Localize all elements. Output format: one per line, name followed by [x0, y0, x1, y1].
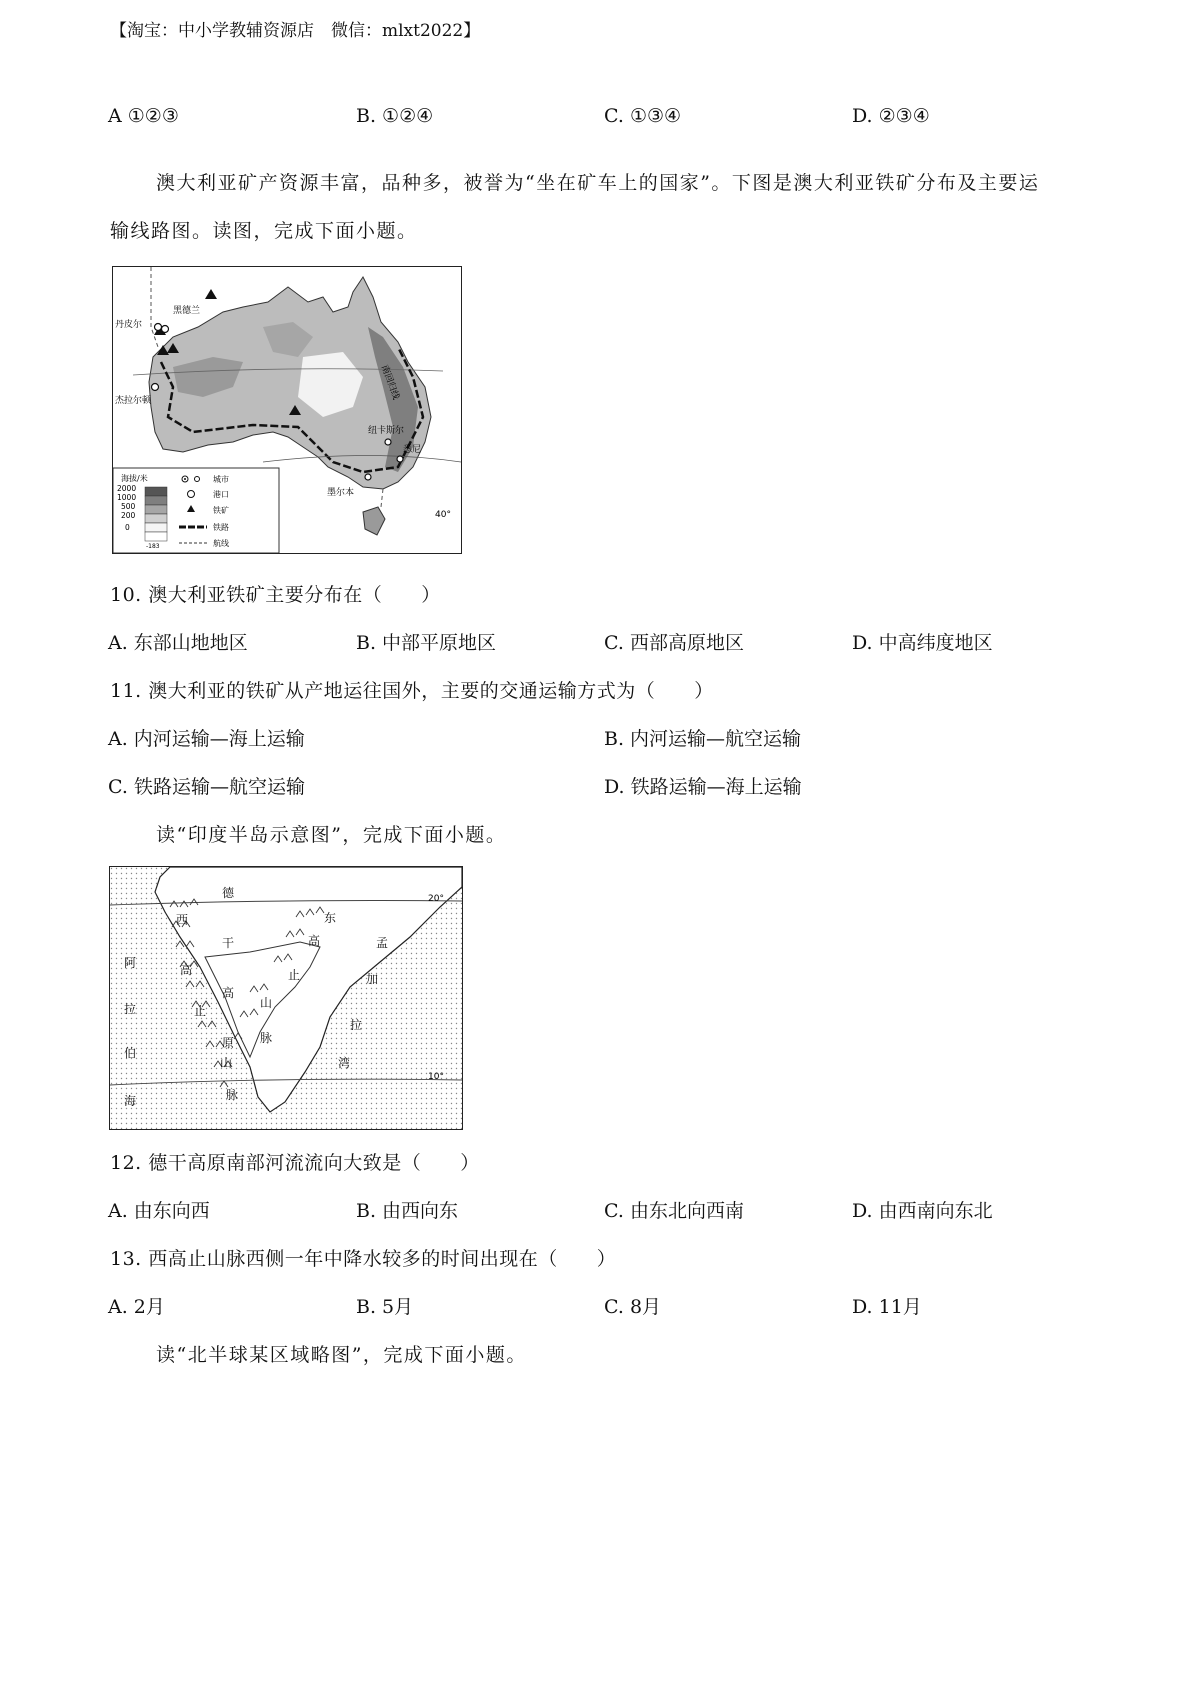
q10-option-a[interactable]: A. 东部山地地区 — [108, 632, 248, 654]
q10-option-c[interactable]: C. 西部高原地区 — [604, 632, 744, 654]
legend-iron: 铁矿 — [213, 506, 229, 515]
label-dampier: 丹皮尔 — [115, 320, 143, 330]
intro1-line2: 输线路图。读图，完成下面小题。 — [110, 220, 418, 242]
legend-railway: 铁路 — [213, 523, 229, 532]
page-header: 【淘宝：中小学教辅资源店 微信：mlxt2022】 — [110, 21, 481, 41]
q12-option-d[interactable]: D. 由西南向东北 — [852, 1200, 993, 1222]
prev-option-b: B. ①②④ — [356, 105, 434, 127]
legend-port: 港口 — [213, 490, 229, 499]
q12-stem: 12. 德干高原南部河流流向大致是（ ） — [110, 1152, 480, 1174]
map1-legend — [113, 468, 279, 553]
svg-text:500: 500 — [121, 502, 136, 511]
q10-option-d[interactable]: D. 中高纬度地区 — [852, 632, 993, 654]
label-la: 拉 — [124, 1002, 137, 1016]
svg-text:2000: 2000 — [117, 484, 137, 493]
label-dmai: 脉 — [260, 1031, 273, 1045]
label-meng: 孟 — [376, 936, 389, 950]
q11-option-b[interactable]: B. 内河运输—航空运输 — [604, 728, 802, 750]
label-hai: 海 — [124, 1094, 137, 1108]
intro3: 读“北半球某区域略图”，完成下面小题。 — [156, 1344, 527, 1366]
q13-option-d[interactable]: D. 11月 — [852, 1296, 922, 1318]
label-zhi: 止 — [194, 1004, 207, 1018]
port-marker — [152, 384, 159, 391]
label-la2: 拉 — [350, 1018, 363, 1032]
label-lat20: 20° — [428, 894, 444, 904]
q11-stem: 11. 澳大利亚的铁矿从产地运往国外，主要的交通运输方式为（ ） — [110, 680, 714, 702]
svg-text:1000: 1000 — [117, 493, 137, 502]
legend-elev-title: 海拔/米 — [121, 474, 148, 483]
label-jia: 加 — [366, 972, 379, 986]
q12-option-b[interactable]: B. 由西向东 — [356, 1200, 459, 1222]
intro1-line1: 澳大利亚矿产资源丰富，品种多，被誉为“坐在矿车上的国家”。下图是澳大利亚铁矿分布及主要运 — [156, 172, 1040, 194]
q10-option-b[interactable]: B. 中部平原地区 — [356, 632, 497, 654]
q13-option-c[interactable]: C. 8月 — [604, 1296, 662, 1318]
label-de: 德 — [222, 886, 235, 900]
q12-option-c[interactable]: C. 由东北向西南 — [604, 1200, 744, 1222]
label-yuan: 原 — [222, 1036, 235, 1050]
port-marker — [155, 324, 162, 331]
label-xi: 西 — [176, 913, 189, 927]
q13-option-a[interactable]: A. 2月 — [108, 1296, 165, 1318]
india-peninsula-map — [109, 866, 463, 1130]
q13-option-b[interactable]: B. 5月 — [356, 1296, 414, 1318]
svg-text:-183: -183 — [146, 543, 160, 550]
city-marker — [385, 439, 391, 445]
label-melbourne: 墨尔本 — [327, 488, 355, 498]
legend-city: 城市 — [213, 475, 229, 484]
label-mai: 脉 — [226, 1088, 239, 1102]
prev-option-a: A ①②③ — [108, 105, 179, 127]
label-newcastle: 纽卡斯尔 — [368, 426, 405, 436]
label-geraldton: 杰拉尔顿 — [115, 396, 152, 406]
city-marker — [365, 474, 371, 480]
iron-ore-marker — [205, 289, 217, 299]
q11-option-c[interactable]: C. 铁路运输—航空运输 — [108, 776, 305, 798]
q11-option-a[interactable]: A. 内河运输—海上运输 — [108, 728, 305, 750]
label-shan: 山 — [220, 1056, 233, 1070]
legend-route: 航线 — [213, 539, 229, 548]
svg-text:200: 200 — [121, 511, 136, 520]
prev-option-c: C. ①③④ — [604, 105, 682, 127]
label-dzhi: 止 — [288, 968, 301, 982]
label-tropic: 南回归线 — [378, 363, 401, 402]
label-lat40: 40° — [435, 510, 451, 520]
label-hedland: 黑德兰 — [173, 306, 201, 316]
q10-stem: 10. 澳大利亚铁矿主要分布在（ ） — [110, 584, 441, 606]
label-dong: 东 — [324, 911, 337, 925]
label-wan: 湾 — [338, 1056, 351, 1070]
tasmania — [363, 507, 385, 535]
prev-option-d: D. ②③④ — [852, 105, 930, 127]
q13-stem: 13. 西高止山脉西侧一年中降水较多的时间出现在（ ） — [110, 1248, 617, 1270]
label-dshan: 山 — [260, 996, 273, 1010]
label-dgao: 高 — [308, 934, 321, 948]
australia-map — [112, 266, 462, 554]
label-sydney: 悉尼 — [403, 445, 422, 455]
q12-option-a[interactable]: A. 由东向西 — [108, 1200, 210, 1222]
label-gan: 干 — [222, 936, 235, 950]
label-lat10: 10° — [428, 1072, 444, 1082]
label-xgao: 高 — [180, 963, 193, 977]
svg-text:0: 0 — [125, 523, 130, 532]
label-gao: 高 — [222, 986, 235, 1000]
label-bo: 伯 — [124, 1046, 137, 1060]
label-a: 阿 — [124, 956, 137, 970]
intro2: 读“印度半岛示意图”，完成下面小题。 — [156, 824, 507, 846]
port-marker — [162, 326, 169, 333]
q11-option-d[interactable]: D. 铁路运输—海上运输 — [604, 776, 802, 798]
city-marker — [397, 456, 403, 462]
